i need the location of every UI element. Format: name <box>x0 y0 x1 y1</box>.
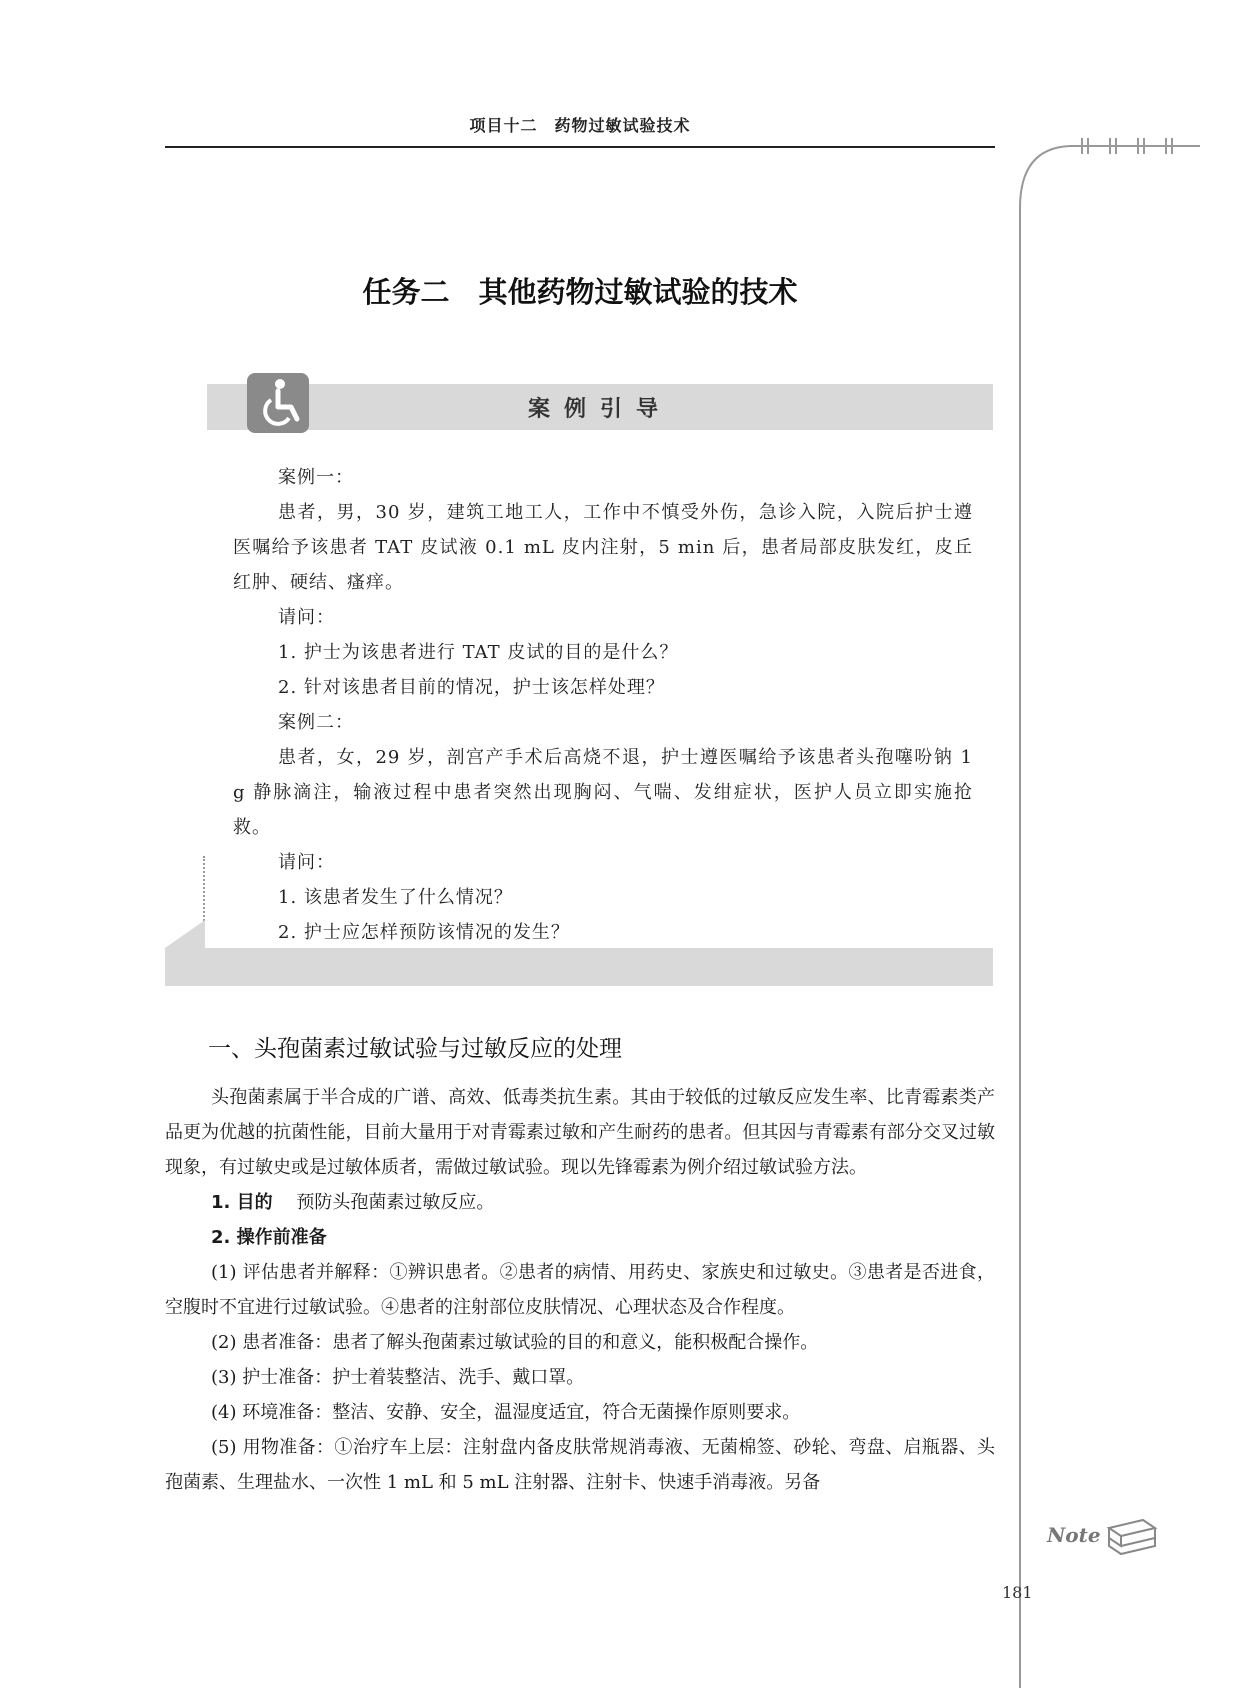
prep-label: 2. 操作前准备 <box>211 1227 327 1248</box>
chapter-title: 任务二 其他药物过敏试验的技术 <box>362 275 798 309</box>
intro-paragraph: 头孢菌素属于半合成的广谱、高效、低毒类抗生素。其由于较低的过敏反应发生率、比青霉素类产品更为优越的抗菌性能，目前大量用于对青霉素过敏和产生耐药的患者。但其因与青霉素有部分交叉过敏现象，有过敏史或是过敏体质者，需做过敏试验。现以先锋霉素为例介绍过敏试验方法。 <box>165 1087 995 1178</box>
note-label: Note <box>1047 1523 1101 1547</box>
books-icon <box>1045 1508 1165 1558</box>
case-corner-triangle <box>165 920 205 948</box>
purpose-label: 1. 目的 <box>211 1192 273 1213</box>
prep-item-1: (1) 评估患者并解释：①辨识患者。②患者的病情、用药史、家族史和过敏史。③患者是否进食，空腹时不宜进行过敏试验。④患者的注射部位皮肤情况、心理状态及合作程度。 <box>165 1262 995 1318</box>
header-rule <box>165 146 995 148</box>
case-bottom-bar <box>165 948 993 986</box>
purpose-text: 预防头孢菌素过敏反应。 <box>296 1192 495 1213</box>
case1-label: 案例一： <box>278 467 354 488</box>
case2-question-2: 2. 护士应怎样预防该情况的发生？ <box>278 922 570 943</box>
prep-item-2: (2) 患者准备：患者了解头孢菌素过敏试验的目的和意义，能积极配合操作。 <box>211 1332 819 1353</box>
case1-text: 患者，男，30 岁，建筑工地工人，工作中不慎受外伤，急诊入院，入院后护士遵医嘱给予该患者 TAT 皮试液 0.1 mL 皮内注射，5 min 后，患者局部皮肤发红，皮丘红肿、硬结、瘙痒。 <box>233 502 973 593</box>
margin-decoration <box>1010 138 1200 1688</box>
case2-ask: 请问： <box>278 852 335 873</box>
prep-heading <box>165 1220 995 1255</box>
prep-item-4: (4) 环境准备：整洁、安静、安全，温湿度适宜，符合无菌操作原则要求。 <box>211 1402 801 1423</box>
case2-question-1: 1. 该患者发生了什么情况？ <box>278 887 513 908</box>
case1-question-1: 1. 护士为该患者进行 TAT 皮试的目的是什么？ <box>278 642 679 663</box>
section-title: 一、头孢菌素过敏试验与过敏反应的处理 <box>208 1036 622 1062</box>
purpose-paragraph <box>165 1185 995 1220</box>
running-header: 项目十二 药物过敏试验技术 <box>469 116 691 135</box>
case-text <box>233 460 973 950</box>
page-number: 181 <box>1002 1583 1033 1602</box>
wheelchair-icon <box>247 373 309 433</box>
case1-ask: 请问： <box>278 607 335 628</box>
case2-text: 患者，女，29 岁，剖宫产手术后高烧不退，护士遵医嘱给予该患者头孢噻吩钠 1 g 静脉滴注，输液过程中患者突然出现胸闷、气喘、发绀症状，医护人员立即实施抢救。 <box>233 747 973 838</box>
prep-item-5: (5) 用物准备：①治疗车上层：注射盘内备皮肤常规消毒液、无菌棉签、砂轮、弯盘、启瓶器、头孢菌素、生理盐水、一次性 1 mL 和 5 mL 注射器、注射卡、快速手消毒液。另备 <box>165 1437 995 1493</box>
prep-item-3: (3) 护士准备：护士着装整洁、洗手、戴口罩。 <box>211 1367 585 1388</box>
main-body <box>165 1080 995 1500</box>
case2-label: 案例二： <box>278 712 354 733</box>
case1-question-2: 2. 针对该患者目前的情况，护士该怎样处理？ <box>278 677 665 698</box>
case-banner-heading: 案例引导 <box>527 397 672 422</box>
